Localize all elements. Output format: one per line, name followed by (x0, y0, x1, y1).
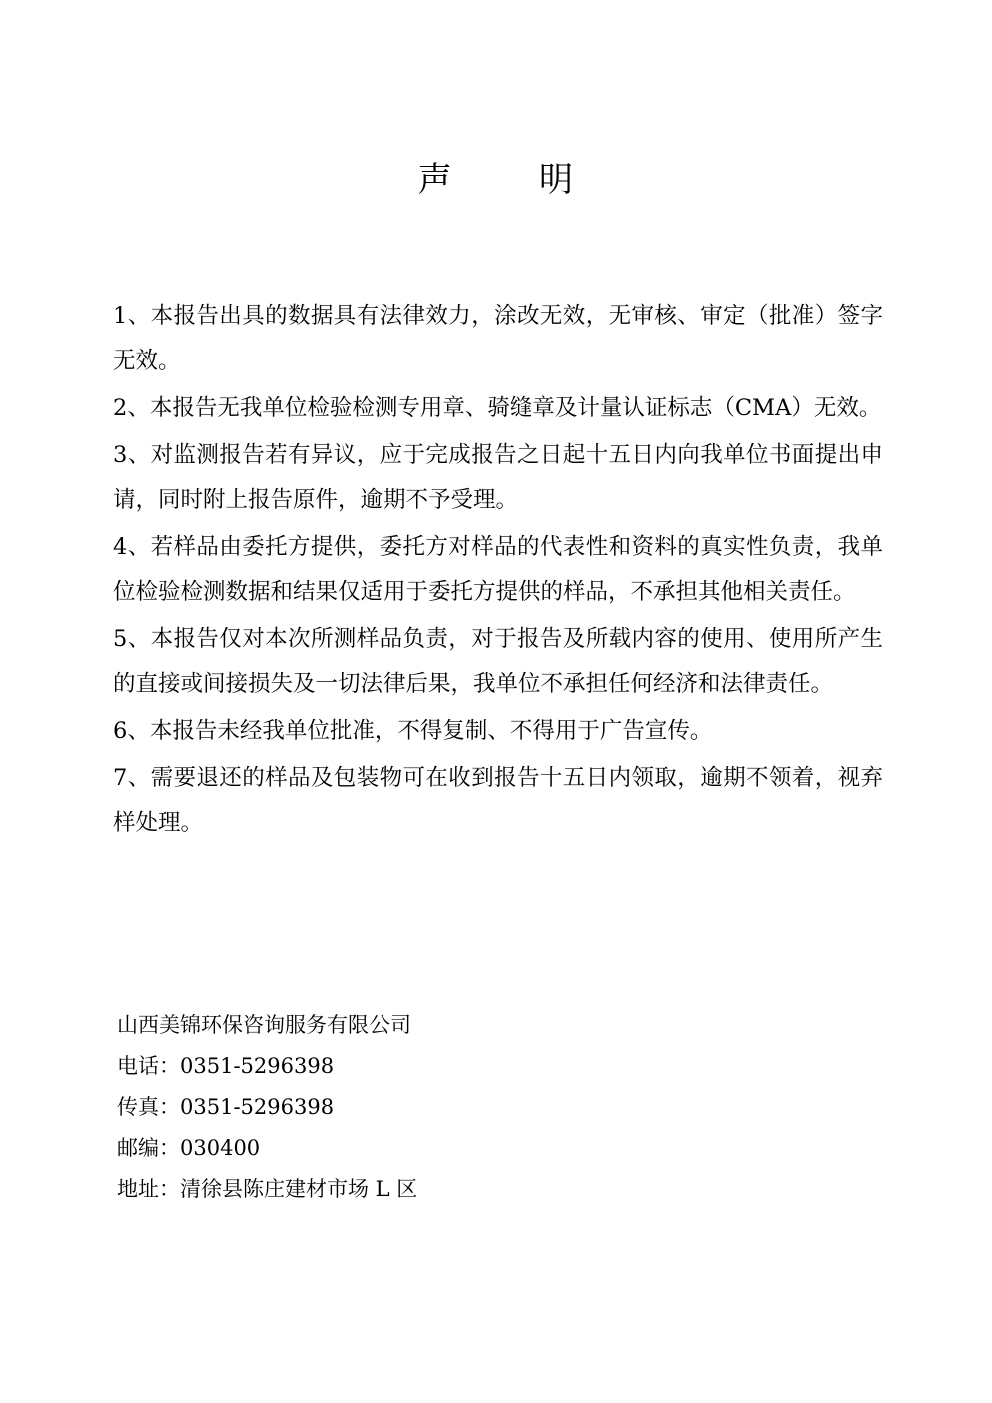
address-line: 地址：清徐县陈庄建材市场 L 区 (117, 1177, 418, 1201)
clause-list (113, 294, 883, 848)
clause-item-3: 3、对监测报告若有异议，应于完成报告之日起十五日内向我单位书面提出申请，同时附上报告原件，逾期不予受理。 (113, 442, 883, 513)
clause-item-7: 7、需要退还的样品及包装物可在收到报告十五日内领取，逾期不领着，视弃样处理。 (113, 765, 883, 836)
clause-item-5: 5、本报告仅对本次所测样品负责，对于报告及所载内容的使用、使用所产生的直接或间接损失及一切法律后果，我单位不承担任何经济和法律责任。 (113, 626, 883, 697)
page-title-char-2: 明 (539, 160, 575, 200)
company-name: 山西美锦环保咨询服务有限公司 (117, 1013, 411, 1037)
phone-line: 电话：0351-5296398 (117, 1054, 335, 1078)
page-title (0, 152, 992, 201)
clause-item-6: 6、本报告未经我单位批准，不得复制、不得用于广告宣传。 (113, 718, 713, 744)
clause-item-4: 4、若样品由委托方提供，委托方对样品的代表性和资料的真实性负责，我单位检验检测数据和结果仅适用于委托方提供的样品，不承担其他相关责任。 (113, 534, 883, 605)
contact-info (117, 1005, 817, 1210)
clause-item-2: 2、本报告无我单位检验检测专用章、骑缝章及计量认证标志（CMA）无效。 (113, 395, 882, 421)
page-title-char-1: 声 (417, 160, 453, 200)
fax-line: 传真：0351-5296398 (117, 1095, 335, 1119)
clause-item-1: 1、本报告出具的数据具有法律效力，涂改无效，无审核、审定（批准）签字无效。 (113, 303, 883, 374)
postcode-line: 邮编：030400 (117, 1136, 261, 1160)
